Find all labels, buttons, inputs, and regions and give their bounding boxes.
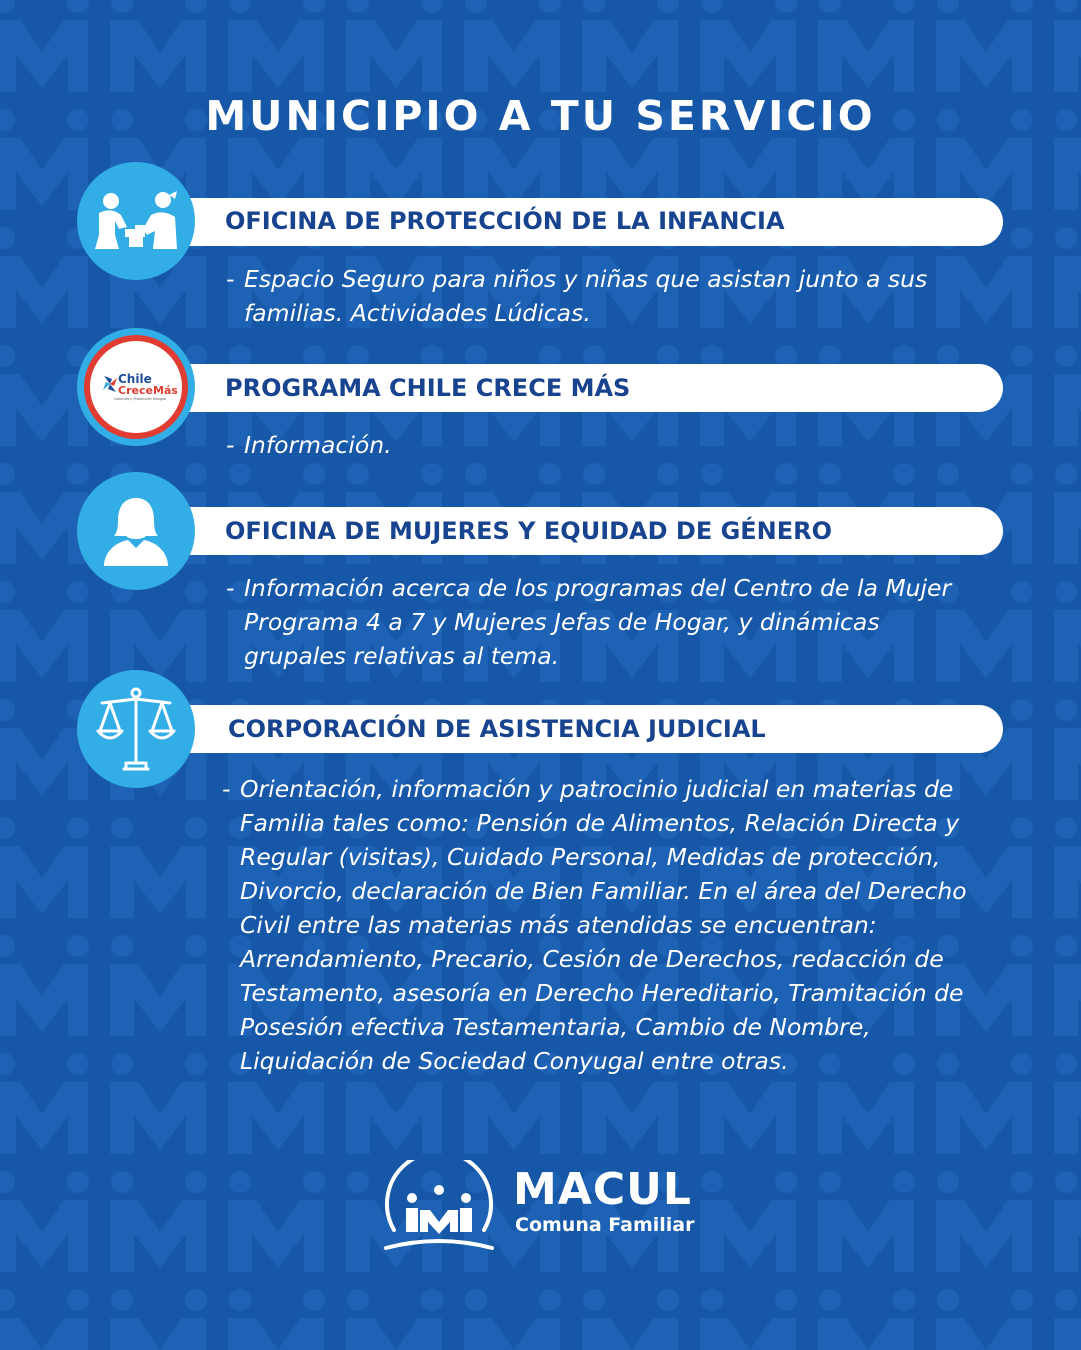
desc-line: Testamento, asesoría en Derecho Hereditario, Tramitación de xyxy=(240,979,964,1007)
chile-crece-mas-logo xyxy=(90,341,182,433)
mujeres-icon-circle xyxy=(77,472,195,590)
logo-chile-text: Chile xyxy=(118,372,152,386)
macul-logo-icon xyxy=(380,1160,498,1254)
macul-logo xyxy=(380,1160,498,1258)
dash: - xyxy=(222,775,231,803)
pinwheel-icon xyxy=(102,375,118,393)
logo-crece-text: CreceMás xyxy=(118,384,178,397)
desc-line: Regular (visitas), Cuidado Personal, Medidas de protección, xyxy=(240,843,941,871)
logo-sub-text: Garantía y Protección Integral xyxy=(114,397,167,401)
desc-line: Programa 4 a 7 y Mujeres Jefas de Hogar, y dinámicas xyxy=(244,608,880,636)
section-heading-infancia: OFICINA DE PROTECCIÓN DE LA INFANCIA xyxy=(225,207,785,235)
desc-line: Civil entre las materias más atendidas se encuentran: xyxy=(240,911,877,939)
chile-crece-ring xyxy=(84,335,188,439)
section-desc-mujeres xyxy=(226,571,952,673)
desc-line: Información. xyxy=(244,431,392,459)
infancia-icon-circle xyxy=(77,162,195,280)
desc-line: Espacio Seguro para niños y niñas que asistan junto a sus xyxy=(244,265,928,293)
scales-of-justice-icon xyxy=(96,687,176,771)
brand-name: MACUL xyxy=(513,1164,692,1215)
dash: - xyxy=(226,431,235,459)
desc-line: familias. Actividades Lúdicas. xyxy=(244,299,591,327)
desc-line: Divorcio, declaración de Bien Familiar. En el área del Derecho xyxy=(240,877,967,905)
woman-icon xyxy=(104,496,168,566)
desc-line: Liquidación de Sociedad Conyugal entre otras. xyxy=(240,1047,789,1075)
section-heading-mujeres: OFICINA DE MUJERES Y EQUIDAD DE GÉNERO xyxy=(225,517,833,545)
brand-tagline: Comuna Familiar xyxy=(515,1214,695,1236)
judicial-icon-circle xyxy=(77,670,195,788)
children-playing-icon xyxy=(91,191,181,251)
section-heading-judicial: CORPORACIÓN DE ASISTENCIA JUDICIAL xyxy=(228,715,766,743)
section-desc-chile-crece xyxy=(226,428,392,462)
desc-line: Posesión efectiva Testamentaria, Cambio de Nombre, xyxy=(240,1013,871,1041)
section-heading-chile-crece: PROGRAMA CHILE CRECE MÁS xyxy=(225,374,631,402)
page-title: MUNICIPIO A TU SERVICIO xyxy=(205,92,876,140)
chile-crece-icon-circle xyxy=(77,328,195,446)
section-desc-judicial xyxy=(222,772,967,1078)
section-desc-infancia xyxy=(226,262,928,330)
dash: - xyxy=(226,574,235,602)
desc-line: Arrendamiento, Precario, Cesión de Derechos, redacción de xyxy=(240,945,944,973)
desc-line: Orientación, información y patrocinio judicial en materias de xyxy=(240,775,954,803)
desc-line: Información acerca de los programas del Centro de la Mujer xyxy=(244,574,952,602)
desc-line: grupales relativas al tema. xyxy=(244,642,560,670)
desc-line: Familia tales como: Pensión de Alimentos, Relación Directa y xyxy=(240,809,960,837)
dash: - xyxy=(226,265,235,293)
